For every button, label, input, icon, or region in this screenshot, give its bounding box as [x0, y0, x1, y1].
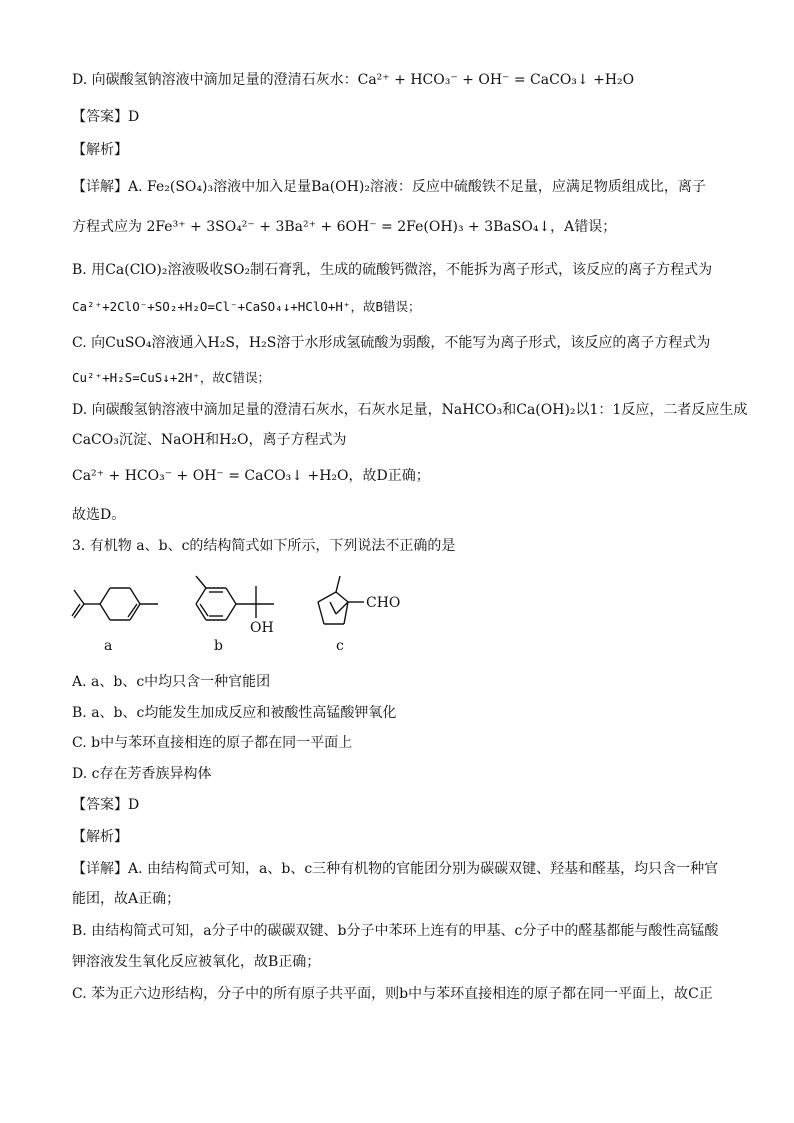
conclusion-line: 故选D。 [72, 507, 126, 523]
structure-c [318, 576, 364, 624]
question-3-stem: 3. 有机物 a、b、c的结构简式如下所示，下列说法不正确的是 [72, 538, 456, 554]
answer-label-2: 【答案】D [72, 797, 140, 813]
explain2-b-line2: 钾溶液发生氧化反应被氧化，故B正确； [72, 954, 321, 970]
label-c: c [336, 638, 344, 654]
explain2-c-line1: C. 苯为正六边形结构，分子中的所有原子共平面，则b中与苯环直接相连的原子都在同一平面上，故C正 [72, 986, 713, 1002]
explain-b-line2: Ca²⁺+2ClO⁻+SO₂+H₂O=Cl⁻+CaSO₄↓+HClO+H⁺，故B错误； [72, 299, 421, 314]
analysis-label-2: 【解析】 [72, 829, 128, 845]
structure-b [196, 576, 274, 620]
explain-d-line1: D. 向碳酸氢钠溶液中滴加足量的澄清石灰水，石灰水足量，NaHCO₃和Ca(OH)₂以1：1反应，二者反应生成 [72, 402, 748, 418]
explain2-a-line2: 能团，故A正确； [72, 891, 181, 907]
structures-figure [60, 572, 420, 662]
label-a: a [104, 638, 113, 654]
explain-c-line1: C. 向CuSO₄溶液通入H₂S，H₂S溶于水形成氢硫酸为弱酸，不能写为离子形式，该反应的离子方程式为 [72, 335, 711, 351]
explain2-a-line1: 【详解】A. 由结构简式可知，a、b、c三种有机物的官能团分别为碳碳双键、羟基和醛基，均只含一种官 [72, 861, 719, 877]
structure-a [72, 588, 158, 620]
option-a: A. a、b、c中均只含一种官能团 [72, 674, 271, 690]
explain-a-line1: 【详解】A. Fe₂(SO₄)₃溶液中加入足量Ba(OH)₂溶液：反应中硫酸铁不足量，应满足物质组成比，离子 [72, 179, 706, 195]
explain-b-line1: B. 用Ca(ClO)₂溶液吸收SO₂制石膏乳，生成的硫酸钙微溶，不能拆为离子形式，该反应的离子方程式为 [72, 262, 713, 278]
explain-c-line2: Cu²⁺+H₂S=CuS↓+2H⁺，故C错误； [72, 370, 270, 385]
analysis-label: 【解析】 [72, 142, 128, 158]
cho-label: CHO [366, 595, 401, 611]
oh-label: OH [250, 620, 274, 636]
explain-a-line2: 方程式应为 2Fe³⁺ + 3SO₄²⁻ + 3Ba²⁺ + 6OH⁻ = 2Fe(OH)₃ + 3BaSO₄↓，A错误； [72, 219, 617, 235]
explain-d-line3: Ca²⁺ + HCO₃⁻ + OH⁻ = CaCO₃↓ +H₂O，故D正确； [72, 468, 430, 484]
label-b: b [214, 638, 223, 654]
option-d: D. c存在芳香族异构体 [72, 766, 212, 782]
option-d-line: D. 向碳酸氢钠溶液中滴加足量的澄清石灰水：Ca²⁺ + HCO₃⁻ + OH⁻ = CaCO₃↓ +H₂O [72, 72, 635, 88]
answer-label: 【答案】D [72, 109, 140, 125]
option-b: B. a、b、c均能发生加成反应和被酸性高锰酸钾氧化 [72, 705, 397, 721]
explain-d-line2: CaCO₃沉淀、NaOH和H₂O，离子方程式为 [72, 432, 347, 448]
option-c: C. b中与苯环直接相连的原子都在同一平面上 [72, 735, 353, 751]
explain2-b-line1: B. 由结构简式可知，a分子中的碳碳双键、b分子中苯环上连有的甲基、c分子中的醛基都能与酸性高锰酸 [72, 923, 719, 939]
